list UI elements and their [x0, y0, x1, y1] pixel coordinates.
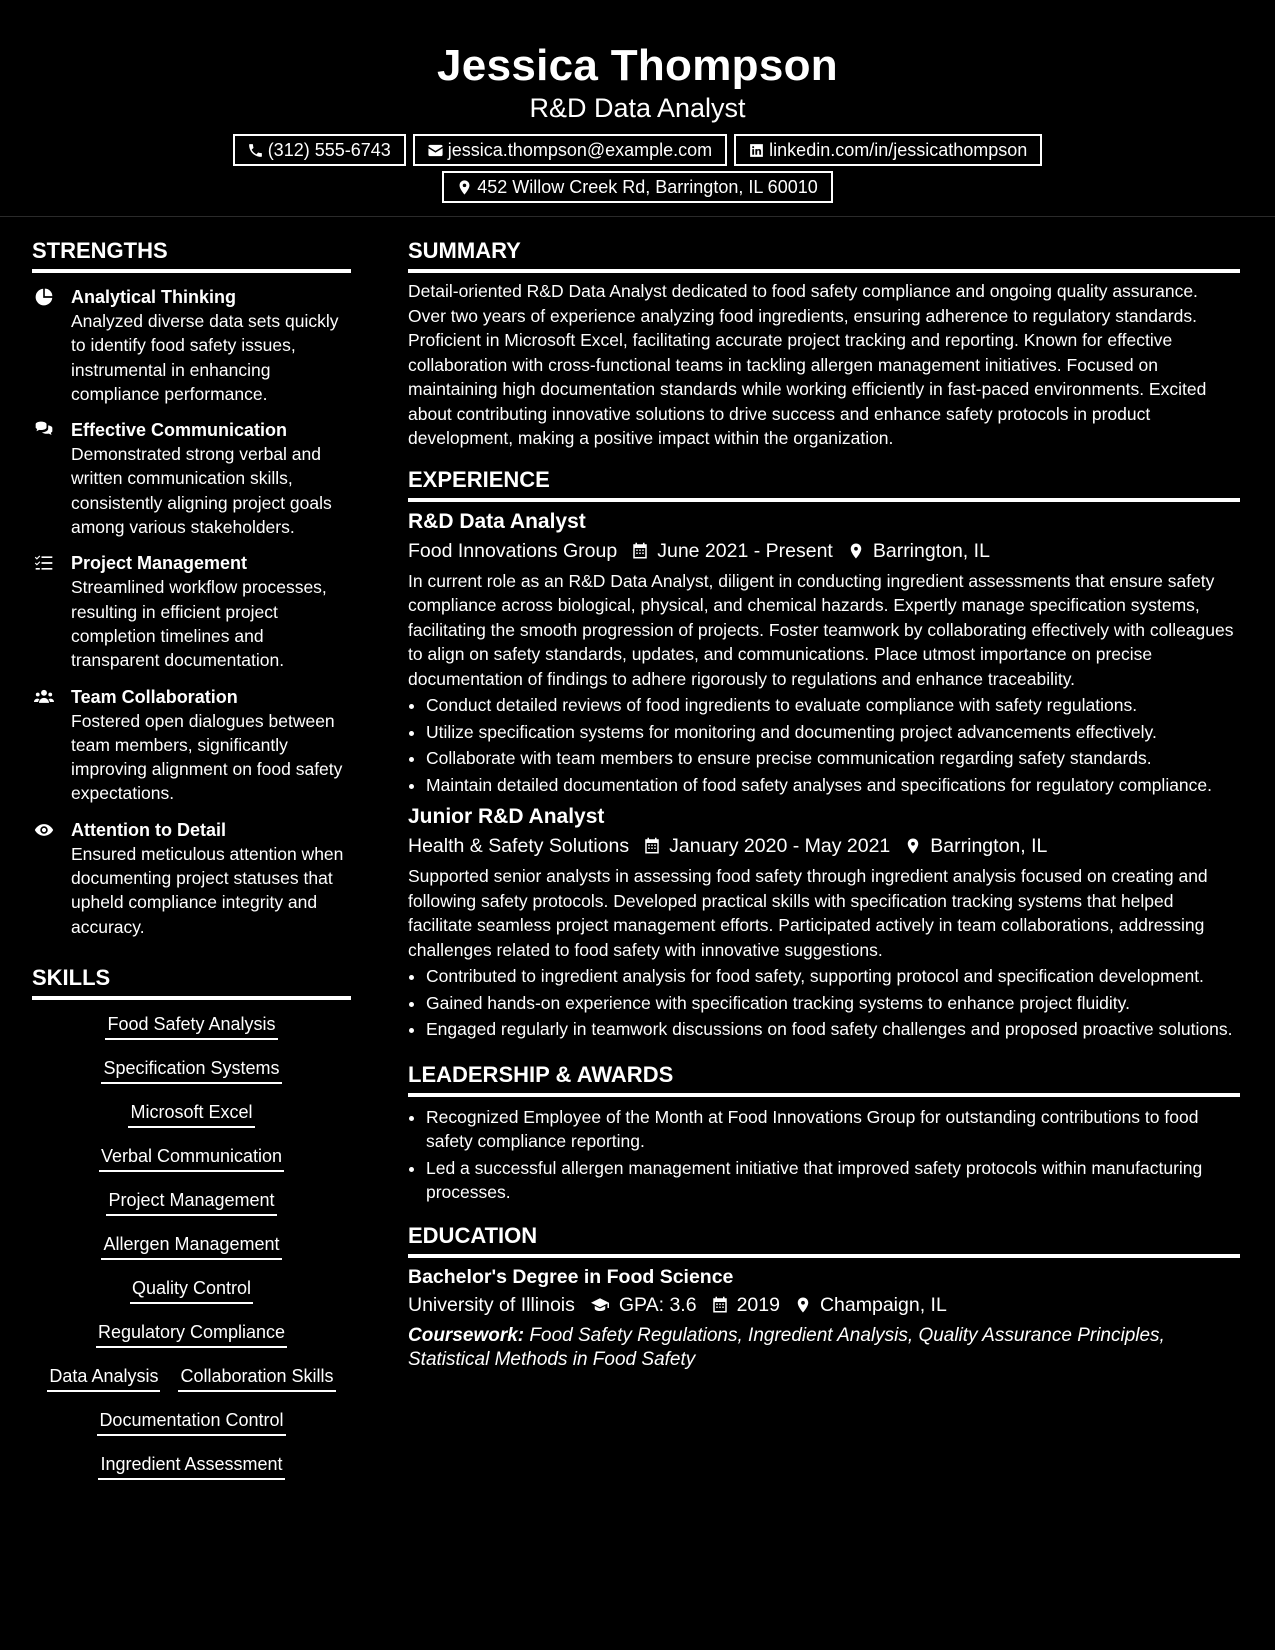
job-location: Barrington, IL: [930, 835, 1048, 857]
strength-desc: Demonstrated strong verbal and written communication skills, consistently aligning project goals among various stakeholders.: [71, 444, 332, 538]
strength-title: Team Collaboration: [71, 686, 238, 707]
degree-title: Bachelor's Degree in Food Science: [408, 1265, 734, 1288]
job-bullet: • Contributed to ingredient analysis for food safety, supporting protocol and specification development.: [426, 964, 1240, 989]
skill-tag: Quality Control: [130, 1275, 253, 1304]
summary-heading: SUMMARY: [408, 236, 1240, 273]
task-list-icon: [33, 553, 55, 573]
strength-desc: Fostered open dialogues between team members, significantly improving alignment on food safety expectations.: [71, 710, 343, 804]
graduation-cap-icon: [589, 1296, 611, 1314]
job-bullets: [408, 964, 1240, 1042]
job-dates: January 2020 - May 2021: [669, 835, 891, 857]
candidate-name: Jessica Thompson: [437, 41, 838, 90]
envelope-icon: [427, 142, 444, 159]
skill-tag: Collaboration Skills: [178, 1363, 335, 1392]
education-heading: EDUCATION: [408, 1221, 1240, 1258]
job-title: Junior R&D Analyst: [408, 805, 605, 828]
linkedin-chip[interactable]: [734, 134, 1042, 166]
skill-tag: Allergen Management: [101, 1231, 281, 1260]
gpa-text: GPA: 3.6: [618, 1293, 697, 1316]
strength-title: Attention to Detail: [71, 819, 226, 840]
skill-tag: Microsoft Excel: [128, 1099, 254, 1128]
contact-row: [0, 134, 1275, 166]
linkedin-text: linkedin.com/in/jessicathompson: [769, 139, 1028, 160]
skills-list: [32, 1000, 351, 1480]
strength-desc: Ensured meticulous attention when documenting project statuses that upheld compliance integrity and accuracy.: [71, 843, 344, 937]
strength-title: Project Management: [71, 553, 248, 574]
users-icon: [33, 687, 55, 707]
address-text: 452 Willow Creek Rd, Barrington, IL 60010: [477, 176, 818, 197]
school-name: University of Illinois: [408, 1293, 575, 1316]
job-location: Barrington, IL: [872, 539, 990, 562]
phone-chip[interactable]: [233, 134, 406, 166]
skill-tag: Specification Systems: [101, 1055, 281, 1084]
leadership-item: • Led a successful allergen management initiative that improved safety protocols within manufacturing processes.: [426, 1156, 1240, 1205]
job-dates: June 2021 - Present: [657, 539, 833, 562]
linkedin-icon: [748, 142, 765, 159]
coursework: [408, 1324, 1240, 1373]
job-bullet: • Conduct detailed reviews of food ingredients to evaluate compliance with safety regulations.: [426, 693, 1240, 718]
strength-item: [32, 418, 351, 539]
strength-desc: Streamlined workflow processes, resulting in efficient project completion timelines and transparent documentation.: [71, 577, 327, 671]
pie-chart-icon: [33, 287, 55, 307]
chat-bubbles-icon: [33, 420, 55, 440]
coursework-text: Food Safety Regulations, Ingredient Analysis, Quality Assurance Principles, Statistical Methods in Food Safety: [408, 1324, 1165, 1370]
job-meta: [408, 831, 1240, 861]
skill-tag: Verbal Communication: [99, 1143, 284, 1172]
job-bullet: • Gained hands-on experience with specification tracking systems to enhance project fluidity.: [426, 991, 1240, 1016]
email-text: jessica.thompson@example.com: [447, 139, 713, 160]
school-location: Champaign, IL: [819, 1293, 947, 1316]
map-pin-icon: [456, 179, 473, 196]
contact-row-address: [0, 171, 1275, 203]
job-title: R&D Data Analyst: [408, 509, 586, 533]
skill-tag: Data Analysis: [47, 1363, 160, 1392]
strength-item: [32, 285, 351, 406]
leadership-heading: LEADERSHIP & AWARDS: [408, 1060, 1240, 1097]
right-column: [408, 236, 1240, 1373]
skills-heading: SKILLS: [32, 963, 351, 1000]
leadership-list: [408, 1105, 1240, 1205]
left-column: [32, 236, 351, 1495]
map-pin-icon: [904, 837, 922, 855]
graduation-year: 2019: [736, 1293, 780, 1316]
strength-title: Analytical Thinking: [71, 287, 237, 307]
skill-tag: Regulatory Compliance: [96, 1319, 287, 1348]
job-bullet: • Utilize specification systems for monitoring and documenting project advancements effectively.: [426, 720, 1240, 745]
education-meta: [408, 1290, 1240, 1320]
job-meta: [408, 536, 1240, 566]
job-description: In current role as an R&D Data Analyst, diligent in conducting ingredient assessments that ensure safety compliance across biological, physical, and chemical hazards. Expertly manage specification systems, facilitating the smooth progression of projects. Foster teamwork by collaborating effectively with colleagues to align on safety standards, updates, and communications. Place utmost importance on precise documentation of findings to adhere rigorously to regulations and enhance traceability.: [408, 570, 1234, 689]
skill-tag: Food Safety Analysis: [105, 1011, 277, 1040]
summary-text: Detail-oriented R&D Data Analyst dedicated to food safety compliance and ongoing quality assurance. Over two years of experience analyzing food ingredients, ensuring adherence to regulatory standards. Proficient in Microsoft Excel, facilitating accurate project tracking and reporting. Known for effective collaboration with cross-functional teams in tackling allergen management initiatives. Focused on maintaining high documentation standards while working efficiently in fast-paced environments. Excited about contributing innovative solutions to drive success and enhance safety protocols in product development, making a positive impact within the organization.: [408, 281, 1207, 448]
map-pin-icon: [847, 542, 865, 560]
strength-title: Effective Communication: [71, 420, 288, 441]
calendar-icon: [631, 542, 649, 560]
candidate-role: R&D Data Analyst: [529, 93, 746, 123]
phone-icon: [247, 142, 264, 159]
eye-icon: [33, 820, 55, 840]
strength-item: [32, 551, 351, 672]
address-chip[interactable]: [442, 171, 833, 203]
strengths-heading: STRENGTHS: [32, 236, 351, 273]
coursework-label: Coursework:: [408, 1324, 525, 1346]
skill-tag: Ingredient Assessment: [98, 1451, 284, 1480]
skill-tag: Project Management: [106, 1187, 276, 1216]
email-chip[interactable]: [413, 134, 727, 166]
leadership-item: • Recognized Employee of the Month at Food Innovations Group for outstanding contributions to food safety compliance reporting.: [426, 1105, 1240, 1154]
resume-header: [0, 0, 1275, 217]
calendar-icon: [643, 837, 661, 855]
map-pin-icon: [794, 1296, 812, 1314]
experience-heading: EXPERIENCE: [408, 465, 1240, 502]
phone-text: (312) 555-6743: [267, 139, 391, 160]
strength-item: [32, 818, 351, 939]
calendar-icon: [711, 1296, 729, 1314]
job-company: Health & Safety Solutions: [408, 835, 630, 857]
strength-desc: Analyzed diverse data sets quickly to identify food safety issues, instrumental in enhancing compliance performance.: [71, 311, 339, 404]
job-company: Food Innovations Group: [408, 539, 618, 562]
skill-tag: Documentation Control: [97, 1407, 285, 1436]
job-description: Supported senior analysts in assessing food safety through ingredient analysis focused on creating and following safety protocols. Developed practical skills with specification tracking systems that helped facilitate seamless project management efforts. Participated actively in team collaborations, addressing challenges related to food safety with innovative suggestions.: [408, 866, 1208, 960]
job-bullet: • Engaged regularly in teamwork discussions on food safety challenges and proposed proactive solutions.: [426, 1017, 1240, 1042]
job-bullet: • Collaborate with team members to ensure precise communication regarding safety standards.: [426, 746, 1240, 771]
strength-item: [32, 685, 351, 806]
job-bullets: [408, 693, 1240, 797]
job-bullet: • Maintain detailed documentation of food safety analyses and specifications for regulatory compliance.: [426, 773, 1240, 798]
